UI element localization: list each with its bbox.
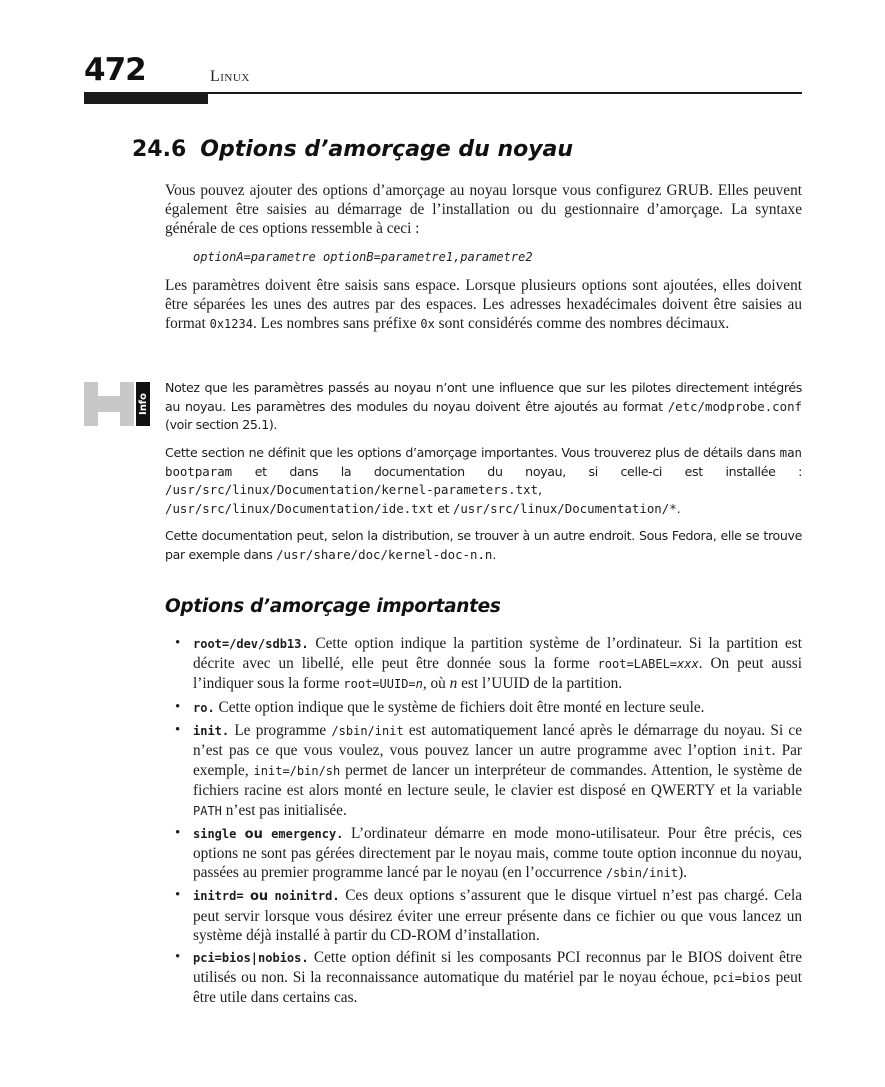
text-run: Notez que les paramètres passés au noyau n’ont une influence que sur les pilotes directement intégrés au noyau. Les paramètres des modules du noyau doivent être ajoutés au format <box>165 380 802 414</box>
text-run: . <box>492 546 497 562</box>
list-item <box>175 721 802 821</box>
inline-code: PATH <box>193 803 222 818</box>
option-term: ro. <box>193 700 215 715</box>
text-run: ). <box>678 864 687 882</box>
intro-paragraph-2 <box>165 276 802 335</box>
text-run: peut être utile dans certains cas. <box>193 969 802 1007</box>
info-icon <box>84 382 152 426</box>
inline-code: /usr/share/doc/kernel-doc-n.n <box>276 546 493 562</box>
header-rule-block <box>84 94 208 104</box>
page-number: 472 <box>84 52 146 88</box>
subsection-title: Options d’amorçage importantes <box>165 596 501 617</box>
text-run: sont considérés comme des nombres décimaux. <box>434 315 730 333</box>
inline-code: pci=bios <box>713 971 771 986</box>
inline-code: /usr/src/linux/Documentation/* <box>452 500 677 516</box>
text-run: , où <box>422 675 450 693</box>
option-term: noinitrd. <box>274 889 340 904</box>
text-run: Les paramètres doivent être saisis sans espace. Lorsque plusieurs options sont ajoutées, elles doivent être séparées les unes des autres par des espaces. Les adresses hexadécimales doivent être saisies au format <box>165 277 802 333</box>
inline-code: init <box>742 744 772 759</box>
option-term: pci=bios|nobios. <box>193 951 309 966</box>
option-term: root=/dev/sdb13. <box>193 637 309 651</box>
text-run: Cette option indique la partition système de l’ordinateur. Si la partition est décrite avec un libellé, elle peut être donnée sous la forme <box>193 635 802 673</box>
text-run: Cette option définit si les composants PCI reconnus par le BIOS doivent être utilisés ou non. Si la reconnaissance automatique du matériel par le noyau échoue, <box>193 949 802 987</box>
text-run: et <box>433 500 453 516</box>
text-run: n’est pas initialisée. <box>221 801 347 819</box>
section-title <box>132 137 573 162</box>
option-term: single <box>193 826 237 841</box>
text-run: Cette section ne définit que les options d’amorçage importantes. Vous trouverez plus de détails dans <box>165 445 780 460</box>
bullet-dot: • <box>175 949 181 966</box>
list-item <box>175 824 802 884</box>
text-run: est l’UUID de la partition. <box>457 675 623 693</box>
section-title-text: Options d’amorçage du noyau <box>200 137 574 162</box>
inline-code-var: xxx <box>677 657 699 672</box>
variable: n <box>449 675 458 693</box>
text-run: Cette documentation peut, selon la distribution, se trouver à un autre endroit. Sous Fedora, elle se trouve par exemple dans <box>165 528 802 562</box>
text-run: . On peut aussi l’indiquer sous la forme <box>193 655 802 693</box>
bullet-dot: • <box>175 635 181 651</box>
option-separator: ou <box>243 889 275 905</box>
text-run: Cette option indique que le système de fichiers doit être monté en lecture seule. <box>214 698 705 716</box>
inline-code-var: n <box>415 677 423 692</box>
list-item <box>175 634 802 695</box>
boot-options-list <box>175 634 802 1011</box>
text-run: . Par exemple, <box>193 742 802 780</box>
text-run: Ces deux options s’assurent que le disque virtuel n’est pas chargé. Cela peut servir lorsque vous désirez éviter une erreur présente dans ce fichier ou que vous lancez un système déjà installé à partir du CD-ROM d’installation. <box>193 887 802 944</box>
inline-code: root=UUID= <box>343 677 416 692</box>
bullet-dot: • <box>175 698 181 715</box>
intro-paragraph-1: Vous pouvez ajouter des options d’amorçage au noyau lorsque vous configurez GRUB. Elles peuvent également être saisies au démarrage de l’installation ou du gestionnaire d’amorçage. La syntaxe générale de ces options ressemble à ceci : <box>165 182 802 238</box>
info-paragraph-2 <box>165 444 802 518</box>
text-run: et dans la documentation du noyau, si celle-ci est installée : <box>232 463 802 479</box>
inline-code: init=/bin/sh <box>253 764 341 779</box>
syntax-code-line: optionA=parametre optionB=parametre1,parametre2 <box>193 250 533 264</box>
list-item <box>175 886 802 945</box>
text-run: permet de lancer un interpréteur de commandes. Attention, le système de fichiers racine est alors monté en lecture seule, le clavier est disposé en QWERTY et la variable <box>193 762 802 800</box>
inline-code: 0x1234 <box>209 317 253 332</box>
list-item <box>175 698 802 718</box>
list-item <box>175 948 802 1008</box>
text-run: . <box>676 500 681 516</box>
text-run: L’ordinateur démarre en mode mono-utilisateur. Pour être précis, ces options ne sont pas gérées directement par le noyau mais, comme toute option inconnue du noyau, passées au premier programme lancé par le noyau (en l’occurrence <box>193 824 802 882</box>
info-paragraph-3 <box>165 527 802 564</box>
bullet-dot: • <box>175 824 181 841</box>
bullet-dot: • <box>175 887 181 904</box>
inline-code: /sbin/init <box>605 866 679 881</box>
inline-code: /usr/src/linux/Documentation/ide.txt <box>165 500 434 516</box>
text-run: . Les nombres sans préfixe <box>252 315 421 333</box>
option-term: init. <box>193 723 230 738</box>
option-term: emergency. <box>271 826 344 841</box>
option-term: initrd= <box>193 889 244 904</box>
option-separator: ou <box>236 826 272 842</box>
section-number: 24.6 <box>132 137 187 162</box>
text-run: est automatiquement lancé après le démarrage du noyau. Si ce n’est pas ce que vous voulez, vous pouvez lancer un autre programme avec l’option <box>193 721 802 760</box>
text-run: Le programme <box>229 721 332 739</box>
inline-code: /etc/modprobe.conf <box>667 398 802 414</box>
bullet-dot: • <box>175 721 181 738</box>
inline-code: /sbin/init <box>331 723 404 738</box>
inline-code: /usr/src/linux/Documentation/kernel-parameters.txt <box>165 482 538 497</box>
info-icon-label: Info <box>138 392 149 416</box>
inline-code: 0x <box>420 317 435 332</box>
running-head: Linux <box>210 68 250 85</box>
inline-code: root=LABEL= <box>597 657 678 672</box>
inline-code: man bootparam <box>165 445 802 479</box>
info-paragraph-1 <box>165 379 802 435</box>
text-run: , <box>538 482 542 497</box>
text-run: (voir section 25.1). <box>165 417 278 432</box>
